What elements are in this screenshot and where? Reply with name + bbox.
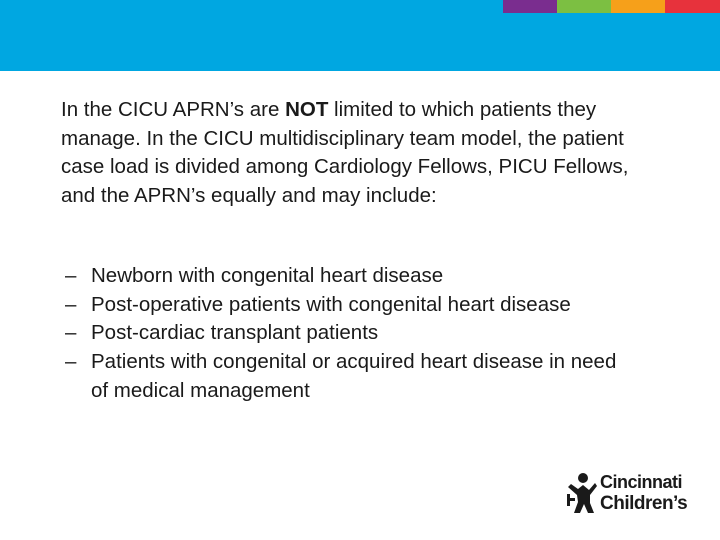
accent-strip-orange <box>611 0 665 13</box>
list-item <box>65 262 635 291</box>
intro-paragraph <box>61 96 651 211</box>
logo-line-2: Children’s <box>600 493 688 514</box>
bullet-dash: – <box>65 264 77 287</box>
intro-emphasis: NOT <box>285 98 329 121</box>
bullet-dash: – <box>65 321 77 345</box>
child-figure-icon <box>564 472 598 514</box>
accent-strip-purple <box>503 0 557 13</box>
list-item <box>65 348 635 405</box>
bullet-dash: – <box>65 292 77 316</box>
list-item-text: Post-operative patients with congenital heart disease <box>91 292 571 316</box>
list-item-text: Patients with congenital or acquired heart disease in need of medical management <box>91 350 617 402</box>
logo-line-1: Cincinnati <box>600 472 683 492</box>
list-item <box>65 319 635 348</box>
intro-text-after: limited to which patients they manage. In the CICU multidisciplinary team model, the patient case load is divided among Cardiology Fellows, PICU Fellows, and the APRN’s equally and may include: <box>61 98 629 208</box>
accent-strip-green <box>557 0 611 13</box>
cincinnati-childrens-logo <box>564 472 694 516</box>
list-item <box>65 291 635 320</box>
bullet-dash: – <box>65 350 77 374</box>
list-item-text: Newborn with congenital heart disease <box>91 264 444 287</box>
accent-strip-red <box>665 0 720 13</box>
intro-text-before: In the CICU APRN’s are <box>61 98 286 121</box>
bullet-list <box>65 262 635 406</box>
logo-wordmark <box>600 472 687 515</box>
slide-content <box>61 96 661 402</box>
list-item-text: Post-cardiac transplant patients <box>91 321 379 345</box>
